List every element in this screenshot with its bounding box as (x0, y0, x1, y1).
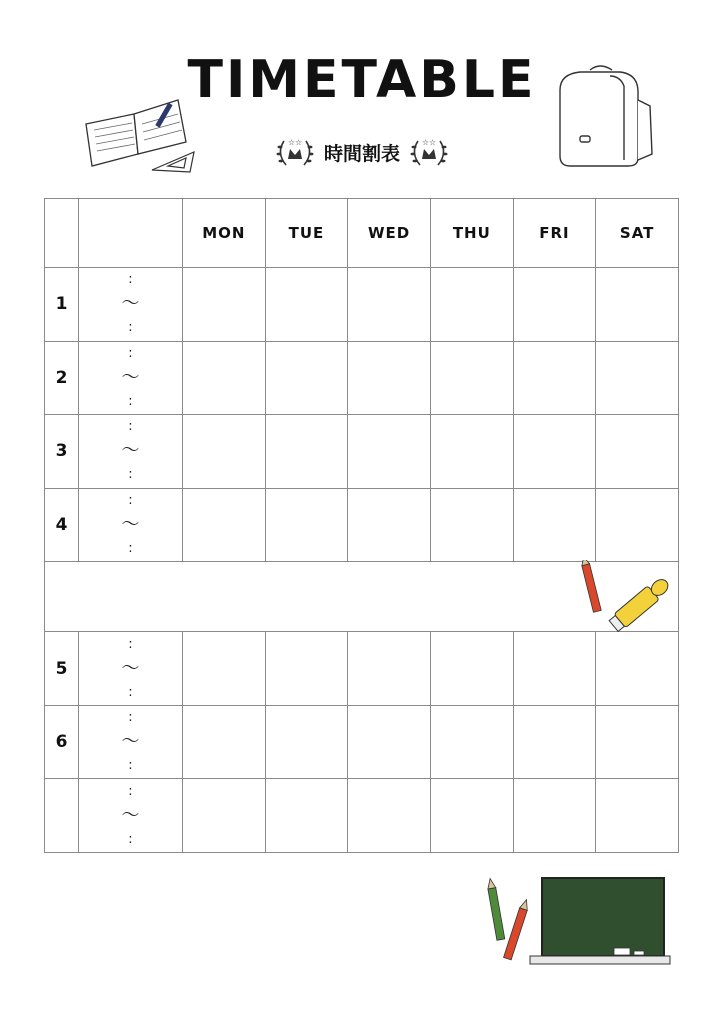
chalkboard-icon (530, 878, 670, 964)
page-subtitle: 時間割表 (323, 142, 400, 165)
time-start: : (128, 783, 133, 799)
subject-cell[interactable] (265, 268, 348, 342)
period-number: 3 (45, 415, 79, 489)
time-start: : (128, 345, 133, 361)
subject-cell[interactable] (183, 268, 266, 342)
period-row (45, 415, 679, 489)
subject-cell[interactable] (430, 632, 513, 706)
subject-cell[interactable] (596, 341, 679, 415)
subject-cell[interactable] (513, 268, 596, 342)
subject-cell[interactable] (265, 779, 348, 853)
subject-cell[interactable] (348, 488, 431, 562)
period-row (45, 488, 679, 562)
subject-cell[interactable] (513, 488, 596, 562)
time-end: : (128, 467, 133, 483)
period-row (45, 268, 679, 342)
header-row (45, 199, 679, 268)
subject-cell[interactable] (265, 341, 348, 415)
subject-cell[interactable] (183, 415, 266, 489)
subject-cell[interactable] (183, 779, 266, 853)
time-separator: ～ (121, 804, 140, 826)
time-range-cell[interactable] (79, 488, 183, 562)
subject-cell[interactable] (513, 779, 596, 853)
time-end: : (128, 393, 133, 409)
paint-tube-icon (608, 575, 672, 633)
period-row (45, 341, 679, 415)
subject-cell[interactable] (265, 632, 348, 706)
subject-cell[interactable] (348, 415, 431, 489)
subject-cell[interactable] (596, 779, 679, 853)
time-separator: ～ (121, 366, 140, 388)
svg-text:☆☆: ☆☆ (287, 138, 303, 147)
subject-cell[interactable] (183, 488, 266, 562)
time-range-cell[interactable] (79, 341, 183, 415)
subject-cell[interactable] (513, 705, 596, 779)
subject-cell[interactable] (430, 488, 513, 562)
time-start: : (128, 492, 133, 508)
day-header: MON (183, 199, 266, 268)
subject-cell[interactable] (596, 632, 679, 706)
subject-cell[interactable] (265, 705, 348, 779)
red-pencil-icon (504, 898, 531, 959)
laurel-crown-icon (274, 135, 316, 169)
time-range-cell[interactable] (79, 415, 183, 489)
time-header-cell (79, 199, 183, 268)
subject-cell[interactable] (348, 779, 431, 853)
day-header: WED (348, 199, 431, 268)
day-header: TUE (265, 199, 348, 268)
time-range-cell[interactable] (79, 705, 183, 779)
time-separator: ～ (121, 513, 140, 535)
period-number: 5 (45, 632, 79, 706)
subject-cell[interactable] (596, 705, 679, 779)
subject-cell[interactable] (265, 415, 348, 489)
time-end: : (128, 758, 133, 774)
subject-cell[interactable] (348, 341, 431, 415)
subject-cell[interactable] (513, 341, 596, 415)
subject-cell[interactable] (430, 268, 513, 342)
time-end: : (128, 540, 133, 556)
svg-text:☆☆: ☆☆ (421, 138, 437, 147)
red-pencil-icon (580, 560, 601, 612)
subject-cell[interactable] (430, 415, 513, 489)
time-start: : (128, 272, 133, 288)
subject-cell[interactable] (265, 488, 348, 562)
time-separator: ～ (121, 731, 140, 753)
day-header: SAT (596, 199, 679, 268)
time-start: : (128, 710, 133, 726)
subject-cell[interactable] (348, 632, 431, 706)
page-title: TIMETABLE (187, 50, 537, 110)
subject-cell[interactable] (430, 705, 513, 779)
time-start: : (128, 636, 133, 652)
corner-cell (45, 199, 79, 268)
subject-cell[interactable] (596, 268, 679, 342)
time-end: : (128, 684, 133, 700)
subject-cell[interactable] (183, 341, 266, 415)
time-separator: ～ (121, 657, 140, 679)
laurel-crown-icon (408, 135, 450, 169)
subject-cell[interactable] (513, 632, 596, 706)
subject-cell[interactable] (596, 415, 679, 489)
subject-cell[interactable] (348, 268, 431, 342)
subject-cell[interactable] (596, 488, 679, 562)
time-start: : (128, 419, 133, 435)
time-end: : (128, 831, 133, 847)
period-number: 4 (45, 488, 79, 562)
subject-cell[interactable] (183, 632, 266, 706)
period-row (45, 632, 679, 706)
time-range-cell[interactable] (79, 632, 183, 706)
time-range-cell[interactable] (79, 779, 183, 853)
period-number: 2 (45, 341, 79, 415)
day-header: THU (430, 199, 513, 268)
time-range-cell[interactable] (79, 268, 183, 342)
period-number: 1 (45, 268, 79, 342)
subject-cell[interactable] (348, 705, 431, 779)
timetable-grid (44, 198, 679, 853)
period-row (45, 705, 679, 779)
period-row (45, 779, 679, 853)
day-header: FRI (513, 199, 596, 268)
subject-cell[interactable] (183, 705, 266, 779)
time-separator: ～ (121, 293, 140, 315)
period-number (45, 779, 79, 853)
subject-cell[interactable] (513, 415, 596, 489)
subject-cell[interactable] (430, 341, 513, 415)
time-separator: ～ (121, 440, 140, 462)
green-pencil-icon (486, 878, 505, 940)
subject-cell[interactable] (430, 779, 513, 853)
period-number: 6 (45, 705, 79, 779)
time-end: : (128, 320, 133, 336)
